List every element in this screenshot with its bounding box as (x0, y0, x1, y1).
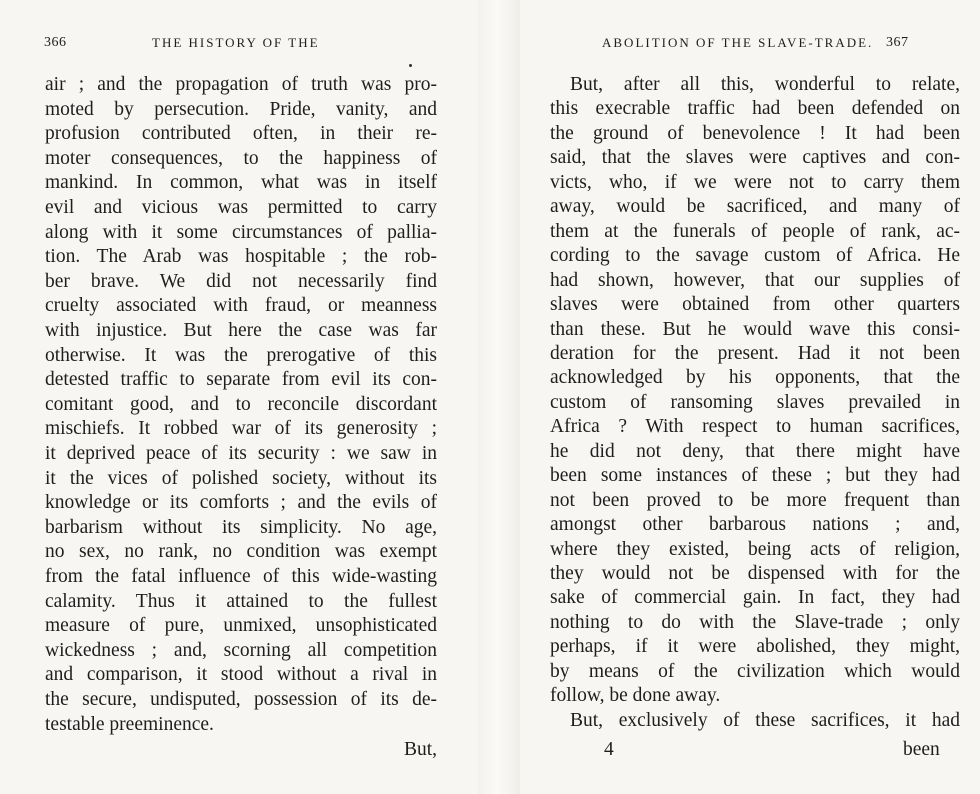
text-line: But, exclusively of these sacrifices, it had (570, 709, 960, 731)
left-catchword: But, (404, 739, 438, 760)
text-line: with injustice. But here the case was far (45, 320, 437, 341)
text-line: it deprived peace of its security : we saw in (45, 443, 437, 464)
left-page-number: 366 (44, 35, 67, 50)
text-line: evil and vicious was permitted to carry (45, 197, 437, 218)
text-line: calamity. Thus it attained to the fullest (45, 590, 437, 612)
text-line: been some instances of these ; but they had (550, 465, 960, 487)
text-line: they would not be dispensed with for the (550, 563, 960, 584)
text-line: measure of pure, unmixed, unsophisticated (45, 615, 437, 637)
text-line: knowledge or its comforts ; and the evils of (45, 492, 437, 514)
text-line: where they existed, being acts of religion, (550, 538, 960, 560)
right-page (520, 0, 980, 794)
text-line: detested traffic to separate from evil its con- (45, 369, 437, 391)
text-line: barbarism without its simplicity. No age, (45, 516, 437, 538)
text-line: along with it some circumstances of pallia- (45, 221, 437, 243)
right-running-head: ABOLITION OF THE SLAVE-TRADE. (602, 35, 874, 50)
book-gutter (478, 0, 520, 794)
text-line: it the vices of polished society, without its (45, 467, 437, 489)
left-running-head: THE HISTORY OF THE (152, 35, 320, 50)
text-line: not been proved to be more frequent than (550, 489, 960, 511)
text-line: comitant good, and to reconcile discordant (45, 393, 437, 415)
text-line: follow, be done away. (550, 685, 721, 707)
right-catchword: been (903, 739, 940, 760)
text-line: cording to the savage custom of Africa. He (550, 245, 960, 267)
text-line: no sex, no rank, no condition was exempt (45, 541, 437, 563)
text-line: the ground of benevolence ! It had been (550, 122, 960, 144)
text-line: mankind. In common, what was in itself (45, 172, 437, 194)
text-line: this execrable traffic had been defended on (550, 98, 960, 120)
text-line: than these. But he would wave this consi- (550, 318, 960, 340)
text-line: he did not deny, that there might have (550, 440, 960, 462)
text-line: moted by persecution. Pride, vanity, and (45, 98, 437, 120)
text-line: away, would be sacrificed, and many of (550, 196, 960, 218)
text-line: the secure, undisputed, possession of its de- (45, 689, 437, 710)
text-line: them at the funerals of people of rank, ac- (550, 220, 960, 242)
text-line: acknowledged by his opponents, that the (550, 367, 960, 389)
left-page (0, 0, 478, 794)
text-line: said, that the slaves were captives and con- (550, 147, 960, 169)
text-line: otherwise. It was the prerogative of this (45, 344, 437, 366)
text-line: and comparison, it stood without a rival in (45, 664, 437, 686)
text-line: had shown, however, that our supplies of (550, 269, 960, 291)
text-line: victs, who, if we were not to carry them (550, 171, 960, 193)
text-line: perhaps, if it were abolished, they might, (550, 636, 960, 658)
signature-mark: 4 (604, 739, 614, 760)
text-line: moter consequences, to the happiness of (45, 147, 437, 169)
right-page-number: 367 (886, 35, 909, 50)
text-line: slaves were obtained from other quarters (550, 294, 960, 316)
text-line: mischiefs. It robbed war of its generosity ; (45, 418, 437, 440)
text-line: cruelty associated with fraud, or meanness (45, 295, 437, 317)
text-line: tion. The Arab was hospitable ; the rob- (45, 246, 437, 268)
text-line: profusion contributed often, in their re- (45, 123, 437, 145)
ink-speck (409, 64, 412, 67)
text-line: Africa ? With respect to human sacrifices, (550, 416, 960, 438)
text-line: nothing to do with the Slave-trade ; only (550, 611, 960, 633)
text-line: by means of the civilization which would (550, 660, 960, 682)
text-line: testable preeminence. (45, 713, 214, 735)
text-line: sake of commercial gain. In fact, they had (550, 587, 960, 609)
text-line: custom of ransoming slaves prevailed in (550, 391, 960, 413)
text-line: air ; and the propagation of truth was pro- (45, 74, 437, 95)
text-line: amongst other barbarous nations ; and, (550, 514, 960, 536)
text-line: But, after all this, wonderful to relate, (570, 74, 960, 95)
text-line: deration for the present. Had it not been (550, 342, 960, 364)
text-line: ber brave. We did not necessarily find (45, 270, 437, 292)
text-line: wickedness ; and, scorning all competition (45, 639, 437, 661)
text-line: from the fatal influence of this wide-wasting (45, 566, 437, 587)
